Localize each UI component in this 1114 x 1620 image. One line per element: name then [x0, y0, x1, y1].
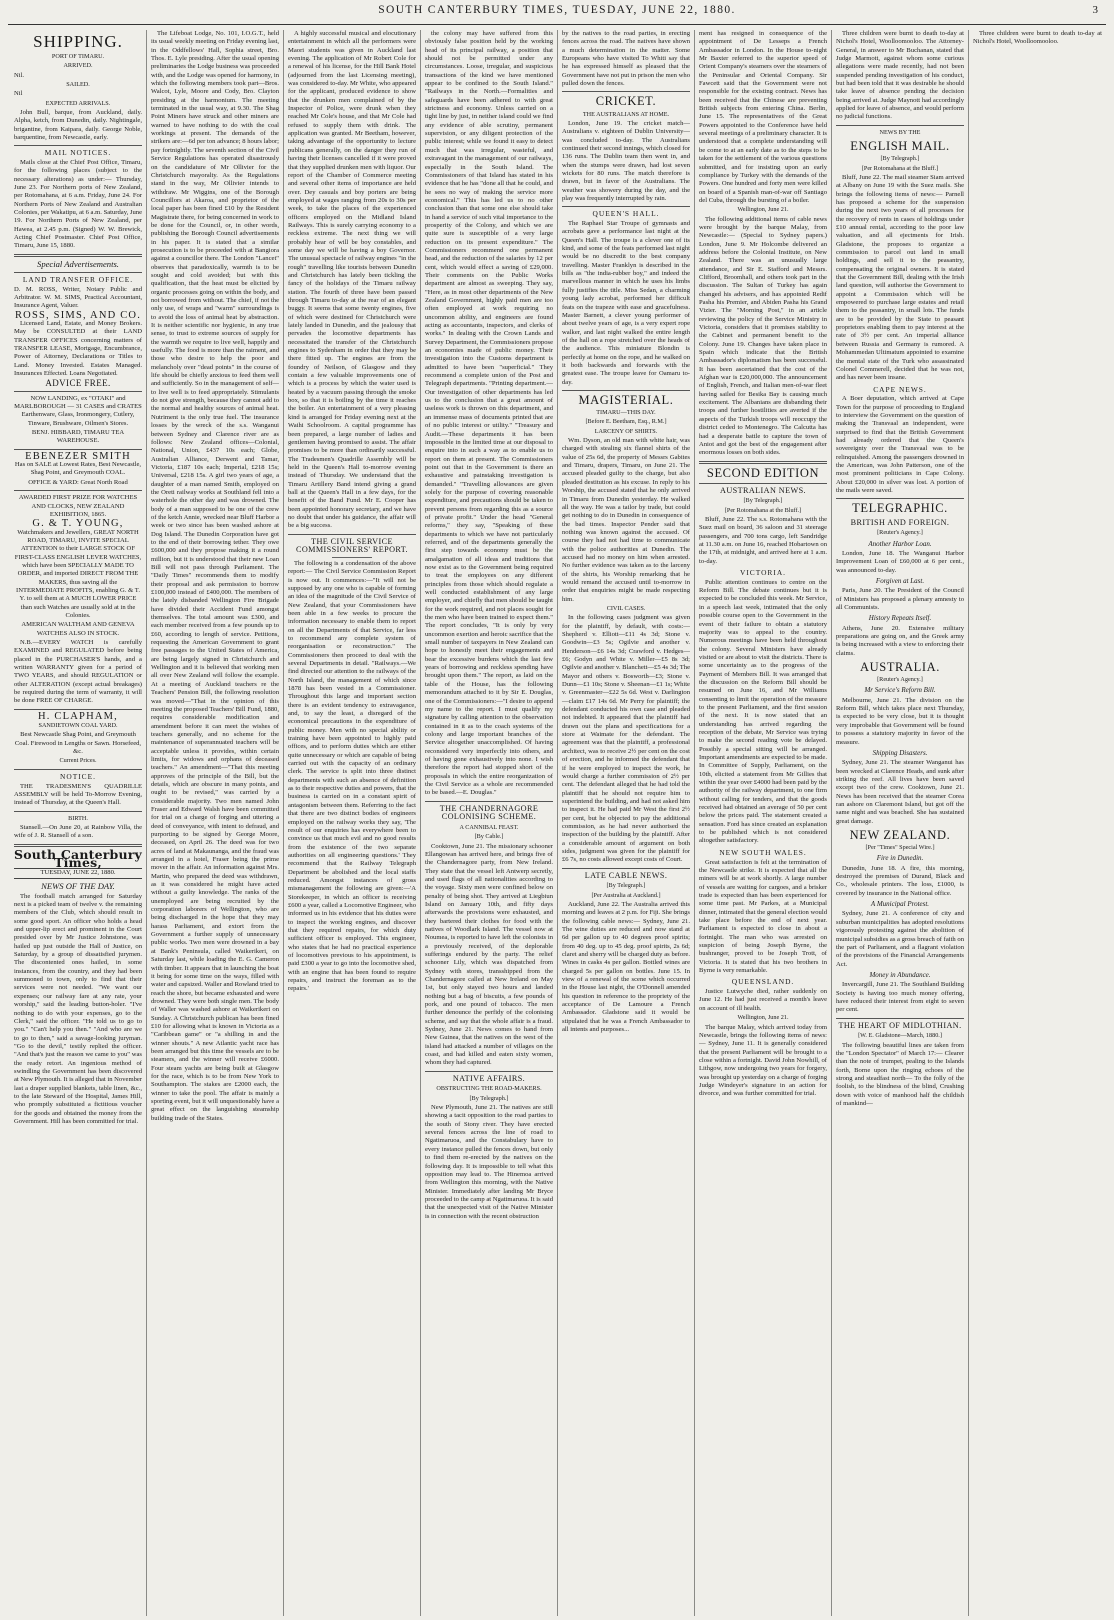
- shipping-disasters-text: Sydney, June 21. The steamer Wanganui has been wrecked at Clarence Heads, and sunk after striking the reef. All lives have been saved except two of the crew. Cooktown, June 21. News has been received that the steamer Corea ran ashore on Claremont Island, but got off the same night and was beached. She has sustained great damage.: [836, 759, 964, 825]
- clapham-heading: H. CLAPHAM,: [38, 710, 118, 722]
- heart-heading: THE HEART OF MIDLOTHIAN.: [838, 1020, 962, 1030]
- columns: [10, 30, 1106, 1616]
- new-zealand-tag: [Per "Times" Special Wire.]: [865, 844, 935, 852]
- awarded: AWARDED FIRST PRIZE FOR WATCHES AND CLOCKS, NEW ZEALAND EXHIBITION, 1865.: [18, 494, 138, 518]
- heart-text: The following beautiful lines are taken from the "London Spectator" of March 17:— Clearer than the note of trumpet, pealing to the Islands forth, Borne upon the ringing echoes of the strong and steadfast north— To the folly of the foolish, to the blindness of the blind, Crushing down with voice of manhood half the childish of mankind—: [836, 1041, 964, 1107]
- birth-heading: BIRTH.: [68, 814, 88, 822]
- ebenezer-heading: EBENEZER SMITH: [25, 450, 131, 462]
- news-heading: NEWS OF THE DAY.: [41, 880, 115, 891]
- shipping-heading: SHIPPING.: [33, 32, 123, 51]
- column-6-text: ment has resigned in consequence of the appointment of De Lesseps a French Ambassador in London. In the House to-night Mr Baxter referred to the superior speed of Orient Company's steamers over the steamers of the Peninsular and Oriental Company. Sir Fawcett said that the Government were not responsible for the existing contract. News has been received that the Chinese are preventing British subjects from entering China. Berlin, June 15. The representatives of the Great Powers appointed to the Conference have held several meetings of a preliminary character. It is understood that a complete understanding will be come to at an early date as to the steps to be taken for the settlement of the various questions submitted, and for insisting upon an early compliance by Turkey with the demands of the Powers. One hundred and forty men were killed on board of a Spanish man-of-war off Santiago del Cuba, through the bursting of a boiler.: [699, 30, 827, 204]
- english-mail-sub: [Per Rotomahana at the Bluff.]: [861, 164, 939, 172]
- cape-news-text: A Boer deputation, which arrived at Cape Town for the purpose of proceeding to England to interview the Government on the question of making the Transvaal an independent, were surprised to find that the British Government had already ordered that the Queen's sovereignty over the Transvaal was to be relinquished. Among the passengers drowned in the American, was John Patterson, one of the most prominent politicians in Cape Colony. About £20,000 in silver was lost. A portion of the mails were saved.: [836, 395, 964, 495]
- late-cable-tag: [By Telegraph.]: [606, 882, 646, 890]
- advice-free: ADVICE FREE.: [45, 378, 111, 389]
- australian-news-text: Bluff, June 22. The s.s. Rotomahana with the Suez mail on board, 36 saloon and 31 steerage passengers, and 700 tons cargo, left Sandridge at 11.30 a.m. on June 16, reached Hobartown on the 17th, at midnight, and arrived here at 1 a.m. to-day.: [699, 515, 827, 565]
- column-5: [558, 30, 695, 1616]
- wellington-text-2: The barque Malay, which arrived today from Newcastle, brings the following items of news:— Sydney, June 11. It is generally considered that the present Parliament will be brought to a close within a fortnight. David John Nowhill, of Lithgow, now undergoing two years for forgery, was brought up yesterday on a charge of forging Judge Windeyer's signature in an action for divorce, and was further committed for trial.: [699, 1023, 827, 1098]
- column-8-text: Three children were burnt to death to-day at Nichol's Hotel, Woolloomooloo.: [973, 30, 1102, 46]
- american: AMERICAN WALTHAM AND GENEVA WATCHES ALSO IN STOCK.: [21, 621, 135, 637]
- forgiven-heading: Forgiven at Last.: [875, 576, 925, 585]
- larceny-heading: LARCENY OF SHIRTS.: [594, 427, 658, 435]
- chandernagore-text: Cooktown, June 21. The missionary schooner Ellangowan has arrived here, and brings five of the Chandernagore party, from New Ireland. They state that the vessel left Antwerp secretly, and used flags of all nationalities according to the voyage. Sixty men were confined below on penalty of being shot. They arrived at Liegbiun Island on January 10th, and fifty days afterwards the provisions were exhausted, and they bartered their clothes for food with the natives of Woodlark Island. The vessel now at Noumea, is reported to have left the colonists in a previously received, of the deplorable sufferings endured by the party. The relief schooner Lily, which was dispatched from Sydney with stores, transshipped from the Chandernagore called at New Ireland on May 1st, but only stayed two hours and landed nothing but a bag of biscuits, a few pounds of pork, and one pound of tobacco. The men further denounce the perfidy of the colonising scheme, and say that the whole affair is a fraud. Sydney, June 21. News comes to hand from New Guinea, that the natives on the west of the island had attacked a number of villages on the coast, and had killed and eaten sixty women, whom they had captured.: [425, 842, 553, 1067]
- notice-text: THE TRADESMEN'S QUADRILLE ASSEMBLY will be held To-Morrow Evening, instead of Thursday, at the Queen's Hall.: [14, 782, 142, 807]
- divider: [14, 769, 142, 770]
- ebenezer-text: Has on SALE at Lowest Rates, Best Newcastle, Shag Point, and Greymouth COAL.: [14, 461, 142, 477]
- mail-text: Mails close at the Chief Post Office, Timaru, for the following places (subject to the necessary alterations) as under:— Thursday, June 23. For Northern ports of New Zealand, per Rotomahana, at 6 a.m. Friday, June 24. For Northern Ports of New Zealand and Australian Colonies, per Wakatipu, at 6 a.m. Saturday, June 19. For Northern Ports of New Zealand, per Hawea, at 2.45 p.m. (Signed) W. W. Brewick, Acting Chief Postmaster. Chief Post Office, Timaru, June 15, 1880.: [14, 159, 142, 250]
- english-mail-text: Bluff, June 22. The mail steamer Siam arrived at Albany on June 19 with the Suez mails. She brings the following items of news:— Parnell has proposed a scheme for the suspension during the next two years of all processes for the recovery of rents in cases of holdings under £10 annual rental, according to the poor law valuation, and all ejectments for Irish. Gladstone, the proposes to organize a commission to parcel out land in small holdings, and sell it to the peasantry, compensating the original owners. It is stated that the Government Bill, dealing with the Irish land question, will authorise the Government to appoint a Commission which will be empowered to purchase large estates and retail them to the peasantry, in small lots. The funds are to be provided by the State to peasant proprietors enabling them to pay interest at the rate of 3½ per cent. An imperial alliance between Russia and Germany is rumored. A Mohammedan Ultimatum appointed to examine the mental state of the Turk who assassinated Colonel Commerell, decided that he was not, and has never been insane.: [836, 173, 964, 382]
- chandernagore-sub: A CANNIBAL FEAST.: [459, 823, 519, 831]
- arrived-text: Nil.: [14, 71, 25, 79]
- land-text: D. M. ROSS, Writer, Notary Public and Arbitrator. W. M. SIMS, Practical Accountant, Insurance Agent, Valuer.: [14, 285, 142, 310]
- page-number: 3: [1092, 4, 1098, 16]
- masthead: [0, 4, 1114, 24]
- civil-service-heading: THE CIVIL SERVICE COMMISSIONERS' REPORT.: [296, 536, 408, 555]
- australian-news-heading: AUSTRALIAN NEWS.: [720, 485, 806, 495]
- harbor-loan-heading: Another Harbor Loan.: [868, 539, 932, 548]
- late-cable-heading: LATE CABLE NEWS.: [584, 870, 668, 880]
- late-cable-sub: [Per Australia at Auckland.]: [591, 891, 661, 899]
- column-7: [832, 30, 969, 1616]
- divider: [14, 709, 142, 710]
- divider: [562, 390, 690, 391]
- nsw-text: Great satisfaction is felt at the termination of the Newcastle strike. It is expected that all the miners will be at work shortly. A large number of vessels are waiting for cargoes, and a brisker trade is expected than has been experienced for some time past. Mr Parkes, at a Municipal dinner, intimated that the general election would take place before the end of next year. Parliament is expected to close in about a fortnight. The man who was arrested on suspicion of being Joseph Byrne, the bushranger, proved to be Joseph Trott, of Victoria. It is stated that his two brothers in Byrne is very remarkable.: [699, 858, 827, 975]
- telegraphic-heading: TELEGRAPHIC.: [852, 501, 948, 516]
- masthead-rule: [8, 24, 1106, 25]
- column-3-text: A highly successful musical and elocutionary entertainment in which all the performers were Maori students was given in Auckland last evening. The application of Mr Robert Cole for a renewal of his license, for the Hill Bank Hotel (adjourned from the last Licensing meeting), was considered to-day. Mr White, who appeared for the applicant, produced evidence to show that the drunken men complained of by the Inspector of Police, were drunk when they reached Mr Cole's house, and that Mr Cole had refused to supply them with drink. The application was granted. Mr Beetham, however, taking advantage of the opportunity to lecture publicans generally, on the danger they run of having their licenses cancelled if it were proved that they supplied drunken men with liquor. Our report of the Chamber of Commerce meeting and several other items of importance are held over. Dey casuals and boy porters are being employed at wages ranging from 20s to 30s per week, to take the places of the experienced officers employed on the Midland Island Railways. This is surely carrying economy to a reckless extreme. The next thing we will probably hear of will be boy constables, and some day we will be having a boy Governor. The unusual spectacle of railway engines "in the rough" travelling like tourists between Dunedin and Christchurch has lately been tickling the fancy of the holidays of the Timaru railway station. The fourth of three have been passed through Timaru to-day at the rear of an elegant buggy. It seems that some twenty engines, five of which were destined for Christchurch were lately landed in Dunedin, and the jealousy that pervades the locomotive departments has necessitated the transfer of the Christchurch engines to Sydenham in order that they may be there fitted up. The engines are from the foundry of Neilson, of Glasgow and they contain a few valuable improvements one of which is a process by which the water used is heated by a vacuum passing through the smoke box, so that it is boiling by the time it reaches the boiler. An entertainment of a very pleasing kind is arranged for Friday evening next at the Waihi Schoolroom. A capital programme has been prepared, a large number of ladies and gentlemen having promised to assist. The affair promises to be more than ordinarily successful. The Tradesmen's Quadrille Assembly will be held in the Queen's Hall to-morrow evening instead of Thursday. We understand that the Timaru Artillery Band intend giving a grand ball at the Queen's Hall in a few days, for the benefit of the Band Fund. Mr E. Cooper has been appointed honorary secretary, and we have no doubt that under his guidance, the affair will be a big success.: [288, 30, 416, 530]
- divider: [562, 91, 690, 92]
- shipping-disasters-heading: Shipping Disasters.: [872, 748, 928, 757]
- british-foreign-tag: [Reuter's Agency.]: [877, 529, 923, 537]
- late-cable-text: Auckland, June 22. The Australia arrived this morning and leaves at 2 p.m. for Fiji. She brings the following cable news:— Sydney, June 21. The wine duties are reduced and now stand at 6d per gallon up to 40 degrees proof spirits; from 40 deg. up to 45 deg. proof spirits, 2s 6d; claret and sherry will be charged duty as before. Wines in casks 4s per gallon. Bottled wines are charged 5s per gallon on bottles. June 15. In view of a renewal of the scene which occurred in the House last night, the O'Donnell amended his question in reference to the propriety of the acceptance of De Lamoure a French Ambassador. Gladstone said it would be stipulated that he was a French Ambassador to all intents and purposes...: [562, 900, 690, 1034]
- column-8: [969, 30, 1106, 1616]
- masthead-title: SOUTH CANTERBURY TIMES, TUESDAY, JUNE 22, 1880.: [378, 4, 736, 16]
- history-heading: History Repeats Itself.: [868, 614, 932, 623]
- young-heading: G. & T. YOUNG,: [32, 518, 124, 530]
- fire-heading: Fire in Dunedin.: [876, 854, 924, 863]
- cape-news-heading: CAPE NEWS.: [873, 384, 927, 394]
- second-edition-heading: SECOND EDITION: [706, 465, 820, 480]
- magisterial-text: Wm. Dyson, an old man with white hair, was charged with stealing six flannel shirts of the value of 25s 6d, the property of Messrs Gabites and Timaru, drapers, Timaru, on June 21. The accused pleaded guilty to the charge, but also pleaded destitution as his excuse. In reply to his Worship, the accused stated that he only arrived in Timaru from Dunedin yesterday. He walked all the way. He was a tailor by trade, but could get nothing to do in Dunedin in consequence of the bad times. Inspector Pender said that nothing was known against the accused. Of course they had not had time to communicate with the police authorities at Dunedin. The accused had no money on him when arrested. No further evidence was taken as to the larceny of the shirts, his Worship remarking that he would remand the accused until to-morrow in order that enquiries might be made respecting him.: [562, 437, 690, 603]
- victoria-heading: VICTORIA.: [739, 568, 787, 578]
- protest-text: Sydney, June 21. A conference of city and suburban municipalities has adopted resolutions vigorously protesting against the abolition of municipal subsidies as a gross breach of faith on the part of Parliament, and a flagrant violation of the provisions of the Financial Arrangements Act.: [836, 910, 964, 968]
- divider: [14, 145, 142, 146]
- clapham-sub: SANDIETOWN COAL YARD.: [38, 722, 118, 730]
- divider: [562, 868, 690, 869]
- expected-label: EXPECTED ARRIVALS.: [45, 99, 111, 107]
- newspaper-flag: South Canterbury Times,: [14, 846, 142, 870]
- column-2: [147, 30, 284, 1616]
- divider: [14, 391, 142, 392]
- history-text: Athens, June 20. Extensive military preparations are going on, and the Greek army is being increased with a view to enforcing their claims.: [836, 624, 964, 657]
- new-zealand-heading: NEW ZEALAND.: [849, 827, 951, 842]
- divider: [14, 254, 142, 257]
- divider: [699, 461, 827, 464]
- queensland-text: Justice Lutwyche died, rather suddenly on June 12. He had just received a month's leave on account of ill health.: [699, 988, 827, 1012]
- queensland-heading: QUEENSLAND.: [731, 977, 795, 987]
- money-text: Invercargill, June 21. The Southland Building Society is having too much money offering, have reduced their interest from eight to seven per cent.: [836, 981, 964, 1014]
- divider: [288, 534, 416, 535]
- ross-heading: ROSS, SIMS, AND CO.: [14, 309, 142, 321]
- cricket-sub: THE AUSTRALIANS AT HOME.: [582, 110, 670, 118]
- money-heading: Money in Abundance.: [869, 970, 931, 979]
- heart-sub: [W. E. Gladstone—March, 1880.]: [858, 1032, 942, 1040]
- english-mail-tag: [By Telegraph.]: [880, 155, 920, 163]
- divider: [836, 125, 964, 126]
- fire-text: Dunedin, June 18. A fire, this morning, destroyed the premises of Durand, Black and Co., wholesale printers. The loss, £1000, is covered by insurance in the National office.: [836, 864, 964, 897]
- queens-hall-heading: QUEEN'S HALL.: [592, 209, 660, 219]
- ross-text: Licensed Land, Estate, and Money Brokers. May be CONSULTED at their LAND TRANSFER OFFICES concerning matters of TRANSFER LEASE, Mortgage, Encumbrance, Power of Attorney, Declarations or Titles to Land. Money Invested. Estates Managed. Insurances Effected. Loans Negotiated.: [14, 319, 142, 378]
- protest-heading: A Municipal Protest.: [870, 900, 930, 909]
- cricket-text: London, June 19. The cricket match—Australians v. eighteen of Dublin University—was concluded to-day. The Australians continued their second innings, which closed for 136 runs. The Dublin team then went in, and when the stumps were drawn, had lost seven wickets for 80 runs. The match therefore is drawn, but in favor of the Australians. The weather was showery during the day, and the play was frequently interrupted by rain.: [562, 119, 690, 202]
- sailed-text: Nil: [14, 90, 23, 98]
- land-heading: LAND TRANSFER OFFICE.: [22, 274, 134, 284]
- australia-tag: [Reuter's Agency.]: [877, 676, 923, 684]
- flag-date: TUESDAY, JUNE 22, 1880.: [14, 868, 142, 878]
- nsw-heading: NEW SOUTH WALES.: [719, 847, 807, 857]
- special-heading: Special Advertisements.: [37, 258, 119, 269]
- current-prices: Current Prices.: [59, 757, 97, 765]
- hibbard: BENJ. HIBBARD, TIMARU TEA WAREHOUSE.: [31, 429, 125, 445]
- news-text: The football match arranged for Saturday next is a picked team of twelve v. the remaining members of the Club, which should result in some good sport. An officer who holds a head and upper-lip erect and prominent in the Court presided over by Mr Justice Johnstone, was hailed up just outside the Hall of Justice, on Saturday, by a group of dissatisfied jurymen. The discontented ones hailed, in some instances, from the country, and they had been summoned to town, only to find that their services were not needed. "We want our expenses; our railway fare at any rate, your worship," said the leading button-holer. "I've nothing to do with your expenses, go to the Clerk," said the officer. "He told us to go to you." "Can't help you then." "And who are we to go to then," said a savage-looking juryman. "Go to the devil," testily replied the officer. "And that's just the reason we came to you" was the ready retort. An ingenious method of swindling the Government has been discovered at New Plymouth. It is alleged that in November last a draper supplied blankets, table linen, &c., to the late Steward of the Hospital, James Hill, who promptly substituted a fictitious voucher for the goods and obtained the money from the Government. Hill has been committed for trial.: [14, 892, 143, 1125]
- divider: [836, 1018, 964, 1019]
- divider: [425, 801, 553, 802]
- divider: [425, 1071, 553, 1072]
- column-6: [695, 30, 832, 1616]
- young-text: Watchmakers and Jewellers, GREAT NORTH ROAD, TIMARU, INVITE SPECIAL ATTENTION to their LARGE STOCK OF FIRST-CLASS ENGLISH LEVER WATCHES, which have been SPECIALLY MADE TO ORDER, and imported DIRECT FROM THE MAKERS, thus saving all the INTERMEDIATE PROFITS, enabling G. & T. Y. to sell them at A MUCH LOWER PRICE than such Watches are usually sold at in the Colonies.: [14, 528, 142, 619]
- divider: [699, 483, 827, 484]
- civil-cases-text: In the following cases judgment was given for the plaintiff, by default, with costs:— Shepherd v. Elliott—£11 4s 3d; Stone v. Goodwin—£3 5s; Ogilvie and another v. Henderson—£6 14s 3d; Crawford v. Hedges—£6; Godyn and White v. Miller—£5 8s 3d; Ogilvie and another v. Blanchett—£5 4s 3d; The Mayor and others v. Bosworth—£3; Stone v. Dunn—£1 10s; Stone v. Sheenan—£1 1s; White v. Greenmaster—£22 5s 6d. West v. Darlington—claim £17 14s 6d. Mr Perry for plaintiff; the defendant conducted his own case and pleaded not indebted. It appeared that the plaintiff had drawn out the plans and specifications for a store at Waimate for the defendant. The agreement was that the plaintiff, a professional architect, was to receive 2½ per cent on the cost of erection, and he informed the defendant that if he were employed to inspect the work, he would charge a further commission of 2½ per cent. The defendant alleged that he had told the plaintiff that he should not require him to superintend the building, and had not asked him to inspect it. He had paid Mr West the first 2½ per cent, but he objected to pay the additional commission, as he had never authorised the inspection of the building by the plaintiff. After a considerable amount of argument on both sides, judgment was given for the plaintiff for £6 7s, no costs allowed except costs of Court.: [562, 614, 691, 864]
- divider: [14, 272, 142, 273]
- sailed-label: SAILED.: [66, 80, 90, 88]
- column-1: [10, 30, 147, 1616]
- magisterial-tag: [Before E. Beetham, Esq., R.M.]: [585, 418, 667, 426]
- civil-cases-heading: CIVIL CASES.: [606, 604, 646, 612]
- chandernagore-tag: [By Cable.]: [474, 833, 504, 841]
- magisterial-sub: TIMARU—THIS DAY.: [596, 409, 656, 417]
- native-affairs-heading: NATIVE AFFAIRS.: [452, 1073, 526, 1083]
- australia-heading: AUSTRALIA.: [860, 659, 940, 674]
- civil-service-text: The following is a condensation of the above report:— The Civil Service Commission Report is now out. It commences:—"It will not be supposed by any one who is capable of forming an idea of the magnitude of the Civil Service of New Zealand, that your Commissioners have been able in a few weeks to procure the information necessary to enable them to report on all the Departments of that Service, far less to recommend any complete system of reorganisation or reconstruction." The Commissioners then proceed to deal with the several Departments in detail. "Railways.—We find directed our attention to the railways of the North Island, the management of which since 1878 has been vested in a Commissioner. Throughout this large and important section there is an evident tendency to extravagance, and, to say the least, a disregard of the economical precautions in the expenditure of public money. Men with no special ability or training have been appointed to highly paid offices, and to perform duties which are either quite unnecessary or which are capable of being carried out with the capacity of an ordinary clerk. The service is split into three distinct departments with such an absence of definition as to their respective duties and powers, that the business is carried on in a constant spirit of antagonism between them. Referring to the fact that there are two distinct bodies of engineers employed on the railway works they say, 'The result of our enquiries has everywhere been to convince us that much evil and no good results from the existence of the two separate authorities on all engineering questions.' They recommend that the Railway Telegraph Department be abolished and the local staffs reduced. Amongst instances of gross mismanagement the following are given:—'A Storekeeper, in which an officer is receiving £600 a year, called a Locomotive Engineer, who informed us in his evidence that his duties were to inspect the working engines, and discover that they required repairs, for which duty sufficient officer is employed. This engineer, who states that he had no practical experience of locomotives previous to his appointment, is paid £300 a year to go into the locomotive shed, with an engine that has been found to require repairs, and instruct the foreman as to the repairs.': [288, 559, 416, 993]
- wellington-text: The following additional items of cable news were brought by the barque Malay, from Newcastle:— (Special to Sydney papers.) London, June 9. Mr Holcombe delivered an address before the Colonial Institute, on New Zealand. There was an unusually large attendance, and Sir E. Stafford and Messrs. Clifford, Broomhall, and others took part in the discussion. The Sultan of Turkey has again changed his advisers, and has appointed Redif Pasha his Premier, and Abiden Pasha his Grand Vizier. The "Morning Post," in an article reviewing the policy of the Service Ministry in Victoria, considers that it promises stability to the Cabinet and permanent benefit to the Colony. June 19. Changes have taken place in Spain which indicate that the British Ambassador's diplomatism has been successful. It has been ascertained that the cost of the Afghan war is £20,000,000. The announcement of English, French, and Italian men-of-war fleet having sailed for Besika Bay is causing much excitement. The Albanians are disbanding their troops and further hostilities are averted if the aspects of the Turkish troops will reoccupy the district ceded to Montenegro. The Calcutta has had a desperate battle to capture the town of Aniot and got the best of the engagement after enormous losses on both sides.: [699, 215, 827, 457]
- now-landing: NOW LANDING, ex "OTAKI" and MARLBOROUGH — 31 CASES and CRATES Earthenware, Glass, Ironmongery, Cutlery, Tinware, Brushware, Oilmen's Stores.: [14, 394, 142, 427]
- mail-heading: MAIL NOTICES.: [44, 148, 112, 158]
- reform-bill-text: Melbourne, June 21. The division on the Reform Bill, which takes place next Thursday, is expected to be very close, but it is thought very improbable that Government will be found to possess a statutory majority in favor of the measure.: [836, 696, 964, 746]
- column-4: [421, 30, 558, 1616]
- nb-text: N.B.—EVERY WATCH is carefully EXAMINED and REGULATED before being placed in the PURCHASER'S hands, and a written WARRANTY given for a period of TWO YEARS, and should REGULATION or other ALTERATION (except actual breakages) be required during the term of warranty, it will be done FREE OF CHARGE.: [14, 639, 142, 705]
- birth-text: Stansell.—On June 20, at Rainbow Villa, the wife of J. R. Stansell of a son.: [14, 823, 142, 840]
- native-affairs-tag: [By Telegraph.]: [469, 1094, 509, 1102]
- english-mail-heading: ENGLISH MAIL.: [850, 139, 950, 154]
- forgiven-text: Paris, June 20. The President of the Council of Ministers has proposed a plenary amnesty to all Communists.: [836, 587, 964, 611]
- divider: [562, 206, 690, 207]
- british-foreign-heading: BRITISH AND FOREIGN.: [850, 517, 950, 527]
- arrived-label: ARRIVED.: [63, 62, 93, 70]
- column-4-text: the colony may have suffered from this obviously false position held by the working head of its principal railway, a position that should not be permitted under any circumstances. Loose, irregular, and suspicious transactions of the kind we have mentioned appear to be confined to the South Island." "Railways in the North.—Formalities and safeguards have been adhered to with great strictness and economy. Unless carried on a tight line by just, in neither island could we find any evidence of able scrutiny, permanent supervision, or any diligent protection of the public interest; while we found it easy to detect much that was irregular, wasteful, and extravagant in the management of our railways, especially in the South Island. The Commissioners of that Island has stated in his evidence that he has "done all that he could, and he sees no way of making the service more economical." This has led us to no other conclusion than that some one else should take in hand a service of such vital importance to the prosperity of the Colony, and which we are quite sure is susceptible of a very large reduction on its present expenditure." The Commissioners recommend one permanent head, and the reduction of the salaries by 12 per cent, which would effect a saving of £29,000. Their comments on the Public Works department are almost as sweeping. They say, "Here, as in most other departments of the New Zealand Government, highly paid men are too often employed at work requiring no uncommon ability, and engineers are found acting as accountants, inspectors, and clerks of works." In dealing with the Crown Lands and Survey Department, the Commissioners propose an economies made of public money. Their investigation into the Customs department is admitted to have been "superficial." They recommend a complete union of the Post and Telegraph departments. "Printing department.—Our investigation of other departments has led us to the conclusion that a great amount of useless work is thrown on this department, and an immense mass of documents printed that are of no public interest or utility." "Treasury and Audit.—These departments it has been impossible in the limited time at our disposal to enquire into in such a way as to enable us to report on them at present. The Commissioners point out that in the Government is there an exhaustive and painstaking investigation is demanded." "Travelling allowances are given solely for the purpose of covering reasonable expenditure, and precautions should be taken to prevent persons from regarding this as a source of private profit." Under the head "General reforms," they say, "Speaking of these departments to which we have not particularly referred, and of the departments generally the first step towards economy must be the amalgamation of all ideas and traditions that now exist as to the Government being required to treat the employees on any different principles from those which should regulate a well conducted establishment of any large employer, and chiefly that men should be taught for the work required, and not places sought for the men who have been trained to expect them." The report concludes, "It is only by very uncommon exertion and heroic sacrifice that the small number of taxpayers in New Zealand can hope to honestly meet their engagements and bear the excessive burdens which the last few years of borrowing and reckless spending have brought upon them." The report, as laid on the table of the House, has the following memorandum attached to it by Sir E. Douglas, one of the Commissioners:—"I desire to append my name to the report. I must qualify my signature by calling attention to the observation contained in it as to the coach systems of the colony and large important branches of the Service altogether unaccomplished. Of having reconsidered very imperfectly into others, and of having gone exhaustively into none. I wish therefore the report had stopped short of the proposals in which the entire reorganization of the Civil Service as a whole are recommended to be based.—E. Douglas.": [425, 30, 554, 797]
- column-7-text: Three children were burnt to death to-day at Nichol's Hotel, Woolloomooloo. The Attorney-General, in answer to Mr Buchanan, stated that Judge Marmott, against whom some curious allegations were made recently, had not been suspended pending investigation of his conduct, but had been told that it was desirable he should take leave of absence pending the decision being arrived at. Judge Maynott had accordingly applied for leave of absence, and would perform no judicial functions.: [836, 30, 964, 121]
- divider: [14, 811, 142, 812]
- expected-text: John Bull, barque, from Auckland, daily. Alpha, ketch, from Dunedin, daily. Nightingale, brigantine, from Kaipara, daily. George Noble, barquentine, from Newcastle, early.: [14, 108, 142, 141]
- wellington-dateline-2: Wellington, June 21.: [737, 1014, 789, 1022]
- port-heading: PORT OF TIMARU.: [51, 52, 105, 60]
- column-5-text: by the natives to the road parties, in erecting fences across the road. The natives have shown a much determination in the matter. Some Europeans who have visited To Whiti say that he has expressed himself as pleased that the Government have not put in prison the men who pulled down the fences.: [562, 30, 690, 88]
- english-mail-pre: NEWS BY THE: [879, 128, 921, 136]
- cricket-heading: CRICKET.: [595, 94, 657, 109]
- wellington-dateline: Wellington, June 21.: [737, 206, 789, 214]
- divider: [14, 449, 142, 450]
- magisterial-heading: MAGISTERIAL.: [578, 392, 674, 407]
- divider: [14, 490, 142, 491]
- australian-news-sub: [Per Rotomahana at the Bluff.]: [724, 506, 802, 514]
- column-3: [284, 30, 421, 1616]
- clapham-text: Best Newcastle Shag Point, and Greymouth Coal. Firewood in Lengths or Sawn. Horsefeed, &c.: [14, 731, 142, 756]
- divider: [836, 498, 964, 499]
- victoria-text: Public attention continues to centre on the Reform Bill. The debate continues but it is expected to be concluded this week. Mr Service, in a speech last week, intimated that the only possible course open to the Government in the event of their failure to obtain a statutory majority was to appeal to the country. Numerous meetings have been held throughout the colony. Several Ministers have already visited or are about to visit the districts. There is some uncertainty as to the progress of the Payment of Members Bill. It was arranged that the discussion on the Reform Bill should be resumed on June 16, and Mr Williams consenting to limit the operation of the measure to the present Parliament, and the first session of the next. It is now stated that an understanding has arrived regarding the reception of the debate, Mr Service was trying to make the second reading vote be delayed. Possibly a special sitting will be arranged. Important amendments are expected to be made. In Committee of Supply, Parliament, on the 10th, elicited a statement from Mr Gillies that within the year over £4000 had been paid by the authority of the railway department, to one firm without calling for tenders, and that the goods received had obtained an average of 50 per cent below the prices paid. The statement created a sensation. Ford has since created an explanation to be published which is not considered altogether satisfactory.: [699, 578, 827, 845]
- column-2-text: The Lifeboat Lodge, No. 101, I.O.G.T., held its usual weekly meeting on Friday evening last, in the Oddfellows' Hall, Sophia street, Bro. Thos. E. Lyle presiding. After the usual opening preliminaries the Lodge business was proceeded with, and the Lodge was opened for harmony, in which the following members took part—Bros. Walcot, Lyle, Moore and Cody, Bro. Clayton presiding at the harmonium. The meeting terminated in the usual way, at 9.30. The Shag Point Miners have struck and other miners are warned to have nothing to do with the coal workings at present. The demands of the strikers are:—6d per ton advance; 8 hours labor; pay fortnightly. The seventh section of the Civil Service Regulations has operated disastrously on the candidature of Mr Ollivier for the Christchurch mayoralty. As the Regulations stand in the way, Mr Ollivier intends to withdraw. Mr Wiggins, one of the Borough Councillors at Akaroa, and proprietor of the local paper has been fined £10 by the Resident Magistrate there, for being concerned in work to be done for the Council, or, in other words, publishing the Borough Council advertisements in his paper. It is stated that a similar prosecution is to be proceeded with at Bangiora against a councillor there. The London "Lancet" observes that paradoxically, warmth is to be sought and cold avoided; but with this qualification, that the heat must be elicited by organic processes going on within the body, and not borrowed from without. The chief, if not the only use, of wraps and "warm" surroundings is to avoid the loss of animal heat by abstraction. It is neither scientific nor hygienic, in any true sense, to trust to extreme sources of supply for the warmth we require to live well, happily and usefully. The food is more than the raiment, and those who desire to help the poor and melancholy over "dead points" in the course of life should be chiefly anxious to feed them well and sufficiently. So in the management of self—to live well is to feed appropriately. Stimulants do not give strength, because they cannot add to the normal and healthy sources of animal heat. Nutriment is the only true fuel. The insurance losses by the wreck of the s.s. Wanganui between Sydney and Clarence river are as follows: New Zealand offices—Colonial, National, Union, £437 10s each; Globe, Australian Alliance, Derwent and Tamar, Victoria, £187 10s each; Imperial, £218 15s; Universal, £218 15s. A girl two years of age, a daughter of a man named Smith, employed on the Oreti railway works at Southland fell into a waterhole the other day and was drowned. The body of a man supposed to be one of the crew of the ketch Annie, wrecked near Bluff Harbor a week or two since has been washed ashore at Dog Island. The Dunedin Corporation have got to the end of their borrowing tether. They owe £600,000 and they propose making it a round million, but it is understood that their new Loan Bill will not pass through Parliament. The "Daily Times" recommends them to modify their proposal and ask permission to borrow £100,000 instead of £400,000. The members of the lately disbanded Wellington Fire Brigade have divided their Accident Fund amongst themselves. The total amount was £300, and each member received from a few pounds up to £60, according to length of service. Petitions, requesting the American Government to grant free passages to the United States of America, are being largely signed in Christchurch and Wellington and it is believed that working men all over New Zealand will follow the example. At a meeting of Auckland teachers re the Teachers' Pension Bill, the following resolution was moved—"That in the opinion of this meeting the proposed Teachers' Bill Fund, 1880, requires considerable modification and amendment before it can meet the wishes of teachers generally, and no scheme for the maintenance of superannuated teachers will be acceptable unless it provides, within certain limits, for widows and orphans of deceased teachers." An amendment—"That this meeting approves of the principle of the Bill, but the details, which are obscure in many points, and ought to be revised," was carried by a considerable majority. Two men named John Fraser and Edward Walsh have been committed for trial on a charge of forging and uttering a deed of conveyance, with intent to defraud, and purporting to be signed by George Moore, deceased, on April 26. The deed was for two acres of land at Makaunanga, and the fraud was arranged in a hotel, Fraser being the prime mover in the affair. An information against Mrs. Martin, who prepared the deed was withdrawn, as it was considered he might have acted without a guilty knowledge. The ranks of the unemployed are being recruited by the corporation laborers of Wellington, who are being discharged in the hope that they may harass Parliament, and extort from the Government a further supply of unnecessary public works. Two men were drowned in a bay at Bank's Peninsula, called Waikerikeri, on Saturday last, while loading the E. G. Cameron with timber. It appears that in launching the boat it being for some time on the ways, filled with water and capsized. Waller and Rowland tried to reach the shore, but became exhausted and were drowned. They were both single men. The body of Waller was washed ashore at Waikerikeri on Sunday. A Christchurch publican has been fined £10 for allowing what is known in Victoria as a "Caribbean game" or "a shilling in and the winner shouts." A new Atlantic yacht race has been arranged but this time the vessels are to be steamers, and the winner will receive £6000. Four steam yachts are being built at Glasgow for the race, which is to be from New York to Southampton. The stakes are £2000 each, the winner to take the pool. The affair is mainly a sporting event, but it will unquestionably have a great effect on the languishing steamship building trade of the States.: [151, 30, 279, 1122]
- harbor-loan-text: London, June 18. The Wanganui Harbor Improvement Loan of £60,000 at 6 per cent., was announced to-day.: [836, 549, 964, 574]
- native-affairs-text: New Plymouth, June 21. The natives are still showing a tacit opposition to the road parties to the south of Stony river. They have erected several fences across the line of road to Ngatimaruoa, and the Constabulary have to every instance pulled the fences down, but only to find them re-erected by the natives on the following day. It is impossible to tell what this opposition may lead to. The Hinemoa arrived from Wellington this morning, with the Native Minister. Immediately after landing Mr Bryce proceeded to the camp at Ngatimaruoa. It is said that the unexpected visit of the Native Minister is in connection with the recent obstruction: [425, 1104, 553, 1220]
- native-affairs-sub: OBSTRUCTING THE ROAD-MAKERS.: [436, 1085, 542, 1093]
- notice-heading: NOTICE.: [60, 771, 96, 781]
- divider: [332, 557, 372, 558]
- reform-bill-heading: Mr Service's Reform Bill.: [864, 686, 936, 695]
- queens-hall-text: The Raphael Star Troupe of gymnasts and acrobats gave a performance last night at the Queen's Hall. The troupe is a clever one of its kind, and some of the feats performed last night would be no discredit to the best company travelling. Master Franklyn is described in the bills as "the india-rubber boy," and indeed the marvellous manner in which he uses his limbs fully justifies the title. Miss Sedan, a charming young lady acrobat, performed her difficult feats on the trapeze with ease and gracefulness. Master Barnett, a clever young performer of about twelve years of age, is a very expert rope walker, and last night walked the entire length of the hall on a rope stretched over the heads of the audience. This miniature Blondin is perfectly at home on the rope, and he walked on it both backwards and forwards with the greatest ease. The troupe leave for Oamaru to-day.: [562, 220, 690, 386]
- office-yard: OFFICE & YARD: Great North Road: [28, 478, 128, 486]
- chandernagore-heading: THE CHANDERNAGORE COLONISING SCHEME.: [439, 803, 539, 822]
- australian-news-tag: [By Telegraph.]: [743, 497, 783, 505]
